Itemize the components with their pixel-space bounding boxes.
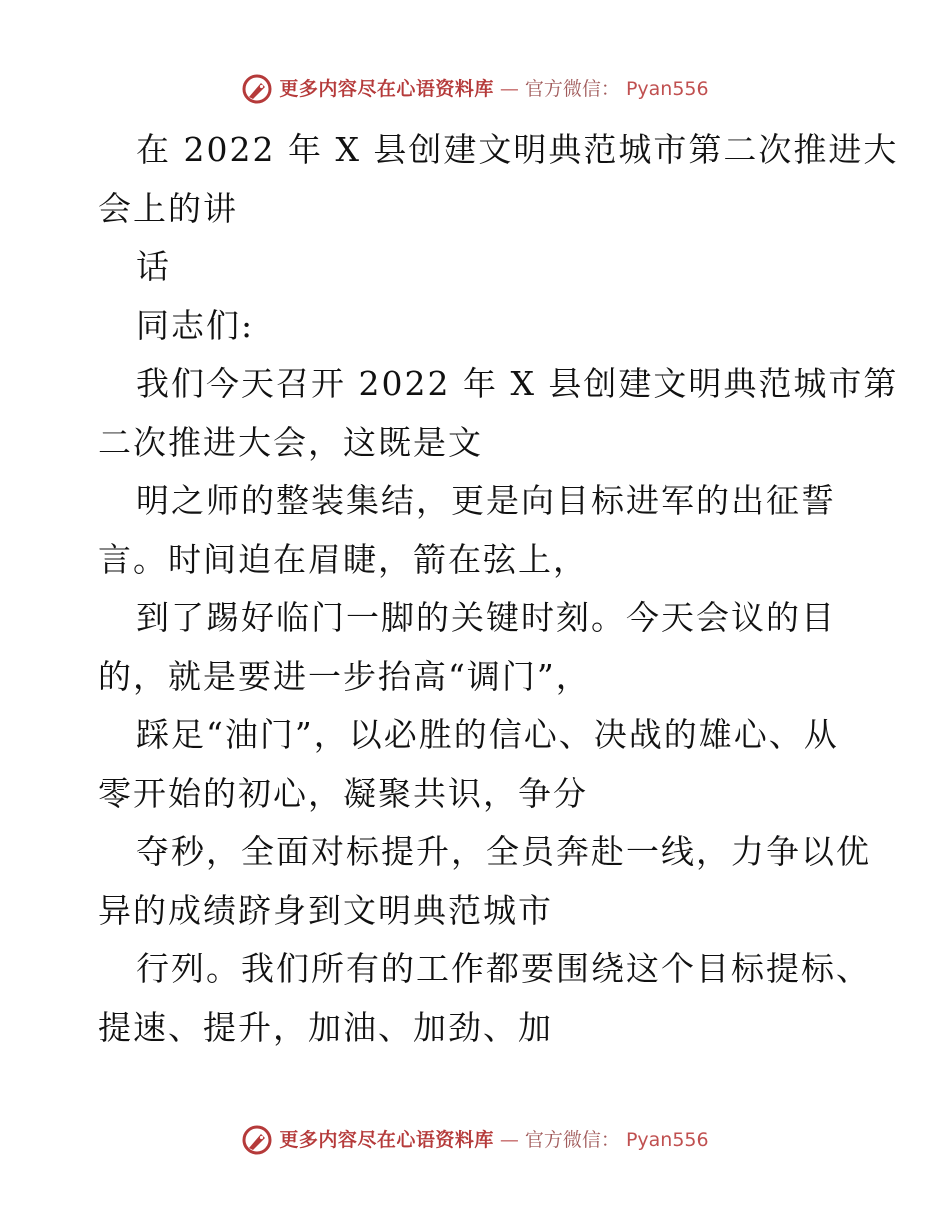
text-line: 零开始的初心，凝聚共识，争分 [98,773,588,813]
watermark-text: 更多内容尽在心语资料库 [279,1128,494,1151]
text-line: 提速、提升，加油、加劲、加 [98,1007,553,1047]
text-line: 异的成绩跻身到文明典范城市 [98,890,553,930]
pen-nib-circle-icon [241,1124,273,1156]
text-line: 的，就是要进一步抬高“调门”， [98,656,591,696]
text-line: 我们今天召开 2022 年 X 县创建文明典范城市第 [136,364,899,403]
text-line: 行列。我们所有的工作都要围绕这个目标提标、 [136,949,871,988]
text-line: 会上的讲 [98,188,238,228]
text-line: 同志们: [136,305,255,345]
text-line: 二次推进大会，这既是文 [98,422,483,462]
text-line: 话 [136,247,171,286]
text-line: 到了踢好临门一脚的关键时刻。今天会议的目 [136,598,836,637]
footer-watermark-banner [0,1124,950,1156]
watermark-label: 官方微信： [524,1128,620,1151]
text-line: 明之师的整装集结，更是向目标进军的出征誓 [136,481,836,520]
watermark-wechat-id: Pyan556 [625,77,709,100]
text-line: 夺秒，全面对标提升，全员奔赴一线，力争以优 [136,832,871,871]
watermark-text: 更多内容尽在心语资料库 [279,77,494,100]
pen-nib-circle-icon [241,73,273,105]
watermark-wechat-id: Pyan556 [625,1128,709,1151]
watermark-separator: — [499,1128,519,1151]
text-line: 言。时间迫在眉睫，箭在弦上， [98,539,588,579]
header-watermark-banner [0,73,950,105]
text-line: 踩足“油门”，以必胜的信心、决战的雄心、从 [136,715,839,754]
document-body [98,121,899,1057]
watermark-label: 官方微信： [524,77,620,100]
text-line: 在 2022 年 X 县创建文明典范城市第二次推进大 [136,130,899,169]
watermark-separator: — [499,77,519,100]
